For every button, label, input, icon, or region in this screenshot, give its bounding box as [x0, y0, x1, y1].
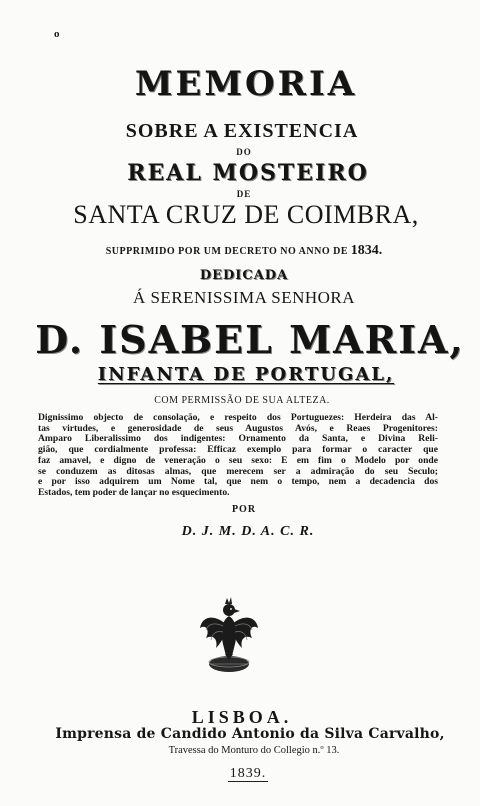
paragraph-line: se conduzem as ditosas almas, que merecem ser a admiração do seu Seculo; — [38, 465, 438, 477]
paragraph-line: faz amavel, e digno de veneração o seu sexo: E em fim o Modelo por onde — [38, 454, 438, 466]
paragraph-line: Amparo Liberalissimo dos indigentes: Ornamento da Santa, e Divina Reli- — [38, 433, 438, 445]
paragraph-line: Dignissimo objecto de consolação, e respeito dos Portuguezes: Herdeira das Al- — [38, 412, 438, 423]
printer-line: Imprensa de Candido Antonio da Silva Carvalho, — [55, 726, 445, 742]
permission-line: COM PERMISSÃO DE SUA ALTEZA. — [154, 395, 330, 406]
title-memoria: MEMORIA — [134, 64, 358, 104]
city: LISBOA. — [191, 707, 293, 727]
dedication-paragraph — [38, 413, 438, 499]
subtitle: SOBRE A EXISTENCIA — [125, 120, 359, 142]
paragraph-line: e por isso adquirem um Nome tal, que nem o tempo, nem a decadencia dos — [38, 476, 438, 488]
connector-do: DO — [236, 147, 252, 157]
dedication-word: DEDICADA — [199, 268, 289, 283]
paragraph-line: gião, que cordialmente professa: Efficaz exemplo para formar o caracter que — [38, 444, 438, 456]
printer-eagle-emblem-icon — [196, 594, 262, 678]
paragraph-line: tas virtudes, e generosidade de seus Augustos Avós, e Reaes Progenitores: — [38, 422, 438, 434]
connector-de: DE — [236, 189, 252, 199]
dedicatee-name: D. ISABEL MARIA, — [35, 317, 465, 362]
dedicatee-title: INFANTA DE PORTUGAL, — [97, 364, 395, 385]
corner-mark: o — [54, 28, 60, 40]
place-title: SANTA CRUZ DE COIMBRA, — [73, 200, 419, 229]
addressee-line: Á SERENISSIMA SENHORA — [132, 288, 356, 307]
address-line: Travessa do Monturo do Collegio n.º 13. — [168, 745, 340, 756]
publication-year — [8, 766, 480, 782]
suppression-year: 1834. — [350, 243, 383, 258]
paragraph-line: Estados, tem poder de lançar no esquecimento. — [38, 486, 230, 498]
institution-title: REAL MOSTEIRO — [127, 160, 369, 186]
by-word: POR — [231, 504, 257, 515]
suppression-text: SUPPRIMIDO POR UM DECRETO NO ANNO DE — [105, 246, 349, 257]
year-text: 1839. — [229, 766, 267, 781]
author-initials: D. J. M. D. A. C. R. — [181, 524, 315, 539]
suppression-line — [4, 243, 480, 259]
